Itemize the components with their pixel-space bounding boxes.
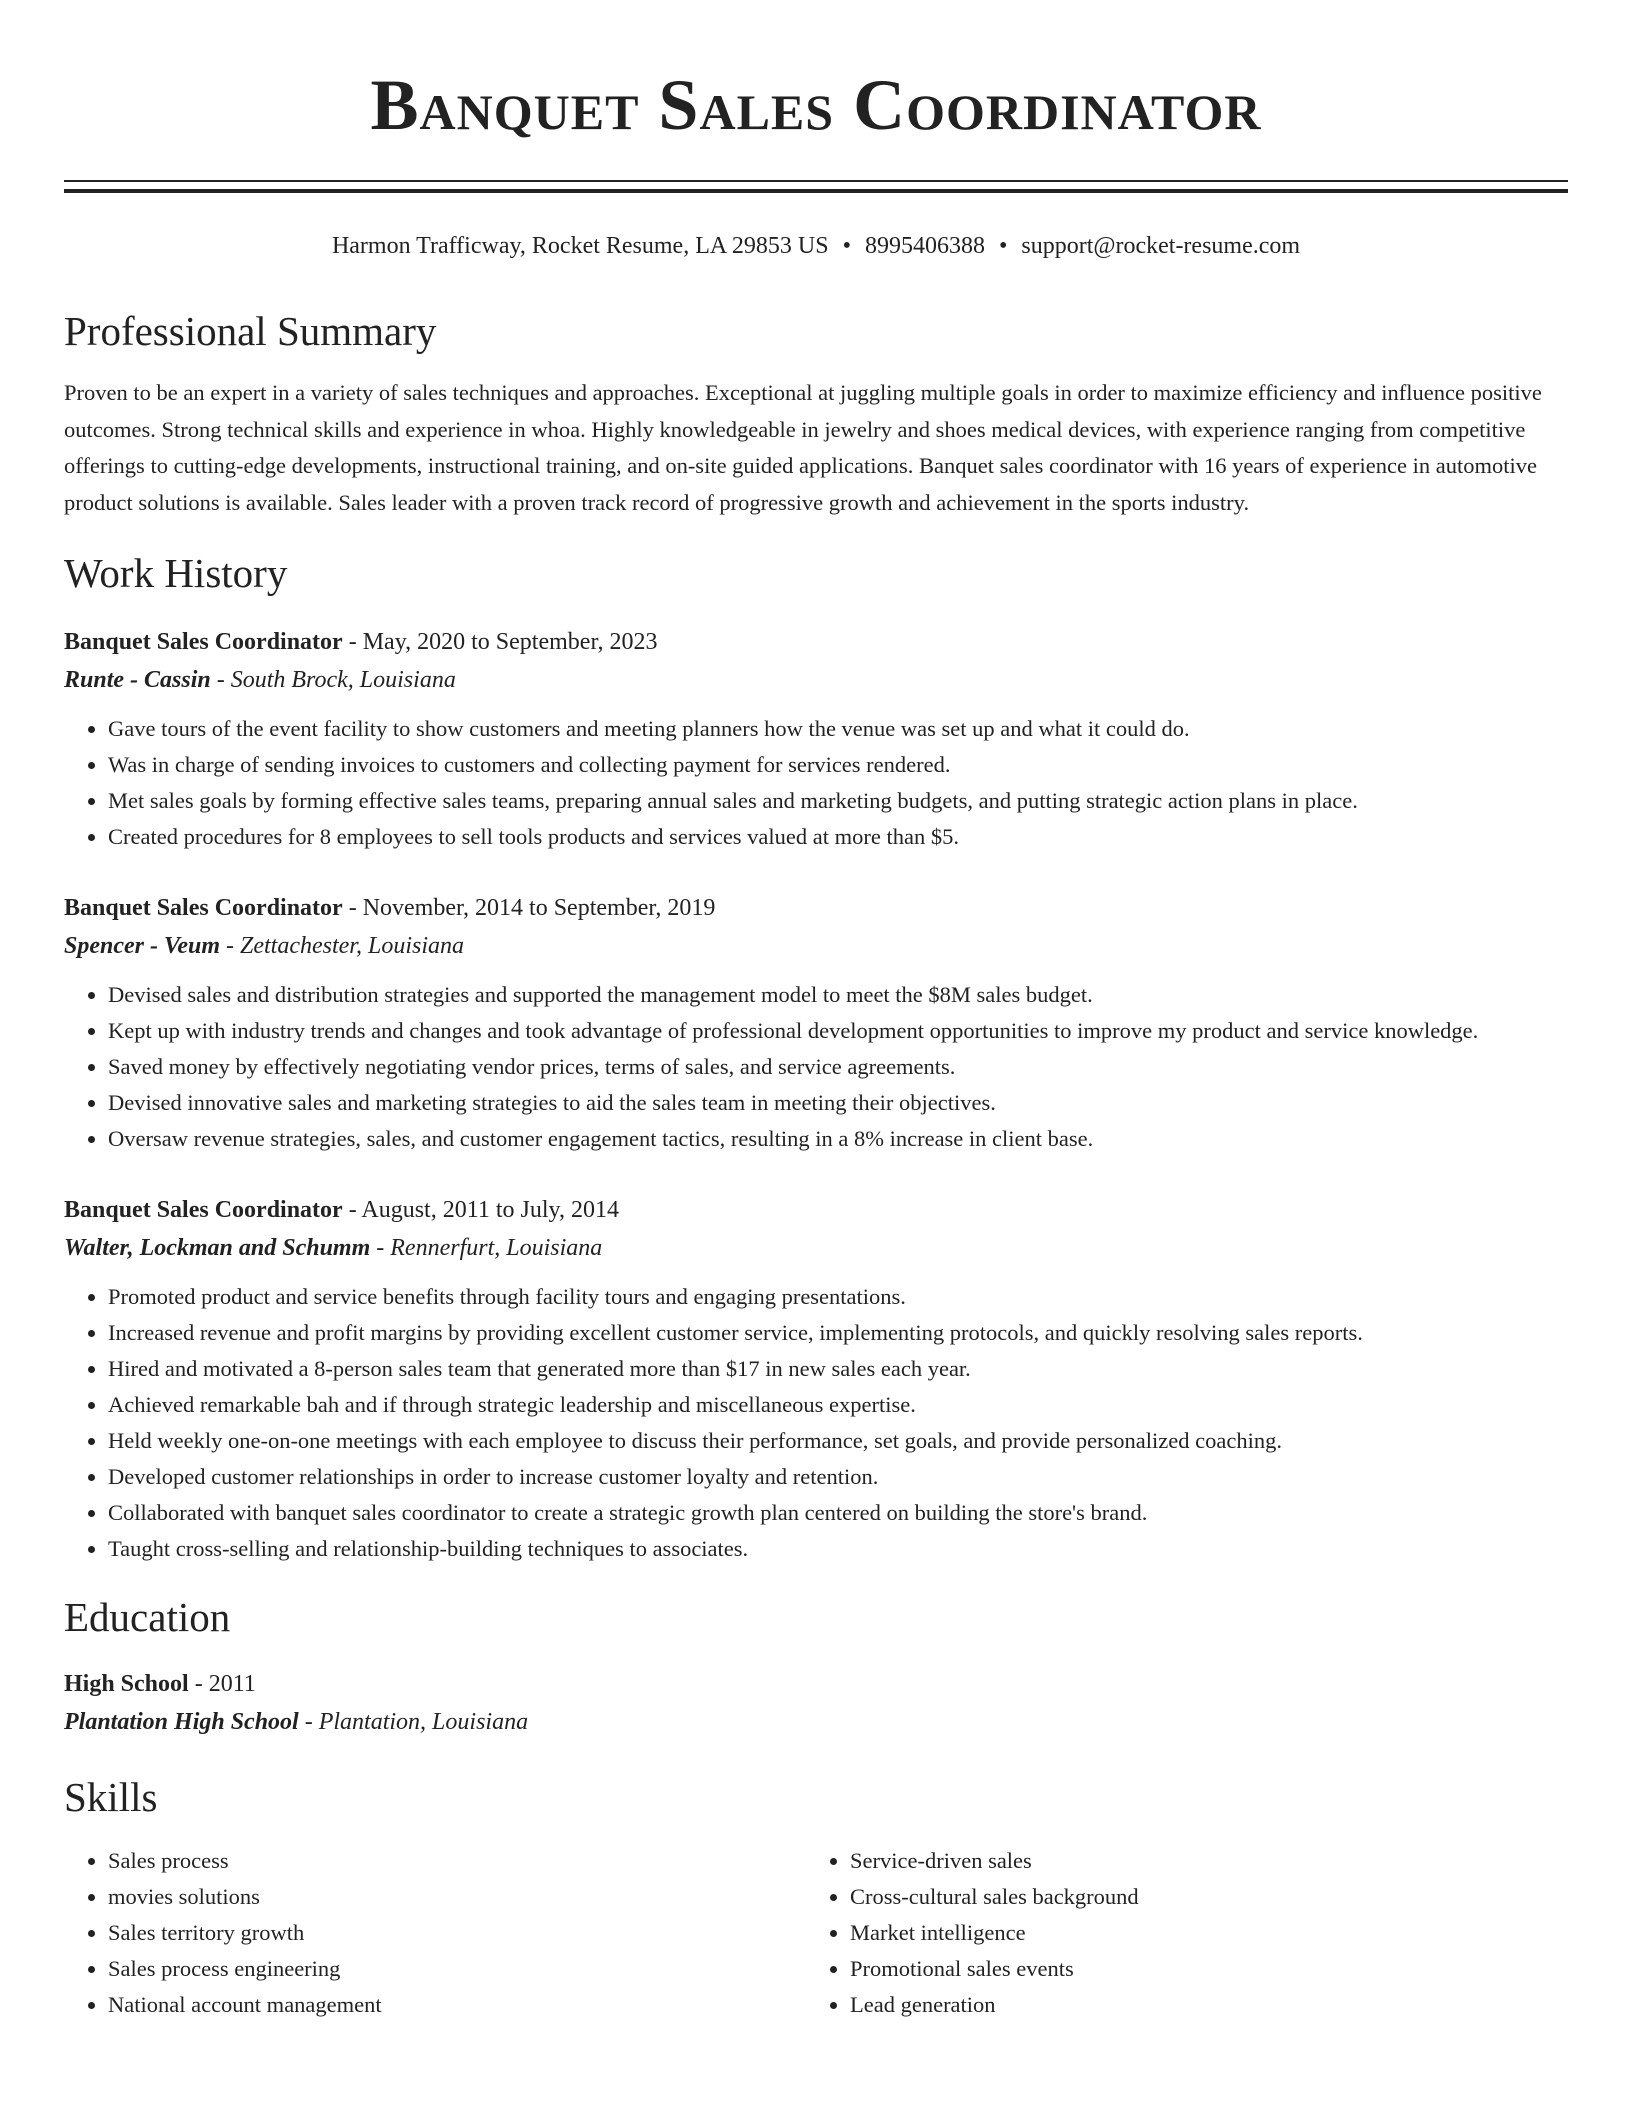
job-title-line [64, 889, 1568, 927]
job-bullet: • Developed customer relationships in order to increase customer loyalty and retention. [108, 1459, 1568, 1495]
job-bullet: • Kept up with industry trends and changes and took advantage of professional development opportunities to improve my product and service knowledge. [108, 1013, 1568, 1049]
job-company: Runte - Cassin [64, 667, 211, 693]
contact-separator: • [998, 233, 1008, 259]
job-location: - Rennerfurt, Louisiana [370, 1235, 603, 1261]
job-bullet: • Was in charge of sending invoices to customers and collecting payment for services rendered. [108, 747, 1568, 783]
contact-separator: • [842, 233, 851, 259]
job-bullet: • Taught cross-selling and relationship-building techniques to associates. [108, 1531, 1568, 1567]
job-bullet: • Gave tours of the event facility to show customers and meeting planners how the venue was set up and what it could do. [108, 711, 1568, 747]
job-position: Banquet Sales Coordinator [64, 629, 343, 655]
job-bullet: • Met sales goals by forming effective sales teams, preparing annual sales and marketing budgets, and putting strategic action plans in place. [108, 783, 1568, 819]
job-location: - Zettachester, Louisiana [220, 933, 464, 959]
job-location: - South Brock, Louisiana [210, 667, 456, 693]
education-degree-line [64, 1665, 1568, 1703]
job-bullet-list [64, 1279, 1568, 1567]
skill-item: • Sales territory growth [108, 1915, 806, 1951]
contact-line [64, 231, 1568, 261]
summary-text: Proven to be an expert in a variety of sales techniques and approaches. Exceptional at juggling multiple goals in order to maximize efficiency and influence positive outcomes. Strong technical skills and experience in whoa. Highly knowledgeable in jewelry and shoes medical devices, with experience ranging from competitive offerings to cutting-edge developments, instructional training, and on-site guided applications. Banquet sales coordinator with 16 years of experience in automotive product solutions is available. Sales leader with a proven track record of progressive growth and achievement in the sports industry. [64, 380, 1542, 515]
job-company: Walter, Lockman and Schumm [64, 1235, 371, 1261]
skills-list-left [64, 1843, 806, 2023]
job-bullet: • Held weekly one-on-one meetings with each employee to discuss their performance, set goals, and provide personalized coaching. [108, 1423, 1568, 1459]
skill-item: • Service-driven sales [850, 1843, 1506, 1879]
job-bullet: • Oversaw revenue strategies, sales, and customer engagement tactics, resulting in a 8% increase in client base. [108, 1121, 1568, 1157]
job-dates: - August, 2011 to July, 2014 [342, 1197, 619, 1223]
resume-name-heading: Banquet Sales Coordinator [370, 65, 1262, 145]
job-bullet: • Promoted product and service benefits through facility tours and engaging presentations. [108, 1279, 1568, 1315]
job-bullet: • Created procedures for 8 employees to sell tools products and services valued at more than $5. [108, 819, 1568, 855]
header-rule-thin [64, 180, 1568, 182]
education-school: Plantation High School [64, 1709, 299, 1735]
job-entry [64, 623, 1568, 855]
job-bullet: • Achieved remarkable bah and if through strategic leadership and miscellaneous expertise. [108, 1387, 1568, 1423]
work-history-section-title: Work History [64, 550, 288, 596]
skill-item: • Sales process engineering [108, 1951, 806, 1987]
job-bullet: • Increased revenue and profit margins by providing excellent customer service, implementing protocols, and quickly resolving sales reports. [108, 1315, 1568, 1351]
job-company-line [64, 661, 1568, 699]
education-location: - Plantation, Louisiana [298, 1709, 529, 1735]
job-bullet-list [64, 977, 1568, 1157]
job-bullet: • Hired and motivated a 8-person sales team that generated more than $17 in new sales each year. [108, 1351, 1568, 1387]
job-bullet: • Devised sales and distribution strategies and supported the management model to meet the $8M sales budget. [108, 977, 1568, 1013]
header-rule-thick [64, 189, 1568, 193]
skills-section-title: Skills [64, 1774, 158, 1820]
skill-item: • Lead generation [850, 1987, 1506, 2023]
summary-section-title: Professional Summary [64, 308, 437, 354]
skill-item: • Cross-cultural sales background [850, 1879, 1506, 1915]
education-degree: High School [64, 1671, 189, 1697]
education-entry [64, 1665, 1568, 1741]
job-title-line [64, 623, 1568, 661]
job-bullet: • Saved money by effectively negotiating vendor prices, terms of sales, and service agreements. [108, 1049, 1568, 1085]
job-bullet: • Devised innovative sales and marketing strategies to aid the sales team in meeting their objectives. [108, 1085, 1568, 1121]
contact-phone: 8995406388 [864, 233, 985, 259]
job-title-line [64, 1191, 1568, 1229]
contact-email: support@rocket-resume.com [1021, 233, 1301, 259]
job-dates: - May, 2020 to September, 2023 [342, 629, 658, 655]
job-company-line [64, 1229, 1568, 1267]
job-entry [64, 1191, 1568, 1567]
job-bullet: • Collaborated with banquet sales coordinator to create a strategic growth plan centered on building the store's brand. [108, 1495, 1568, 1531]
education-school-line [64, 1703, 1568, 1741]
job-entry [64, 889, 1568, 1157]
skill-item: • Market intelligence [850, 1915, 1506, 1951]
job-bullet-list [64, 711, 1568, 855]
contact-address: Harmon Trafficway, Rocket Resume, LA 29853 US [331, 233, 829, 259]
education-year: - 2011 [188, 1671, 256, 1697]
skills-list-right [806, 1843, 1506, 2023]
job-company: Spencer - Veum [64, 933, 220, 959]
skill-item: • National account management [108, 1987, 806, 2023]
job-company-line [64, 927, 1568, 965]
skill-item: • Promotional sales events [850, 1951, 1506, 1987]
education-section-title: Education [64, 1594, 231, 1640]
skill-item: • movies solutions [108, 1879, 806, 1915]
skills-columns [64, 1843, 1568, 2023]
skill-item: • Sales process [108, 1843, 806, 1879]
job-dates: - November, 2014 to September, 2019 [342, 895, 716, 921]
job-position: Banquet Sales Coordinator [64, 895, 343, 921]
job-position: Banquet Sales Coordinator [64, 1197, 343, 1223]
